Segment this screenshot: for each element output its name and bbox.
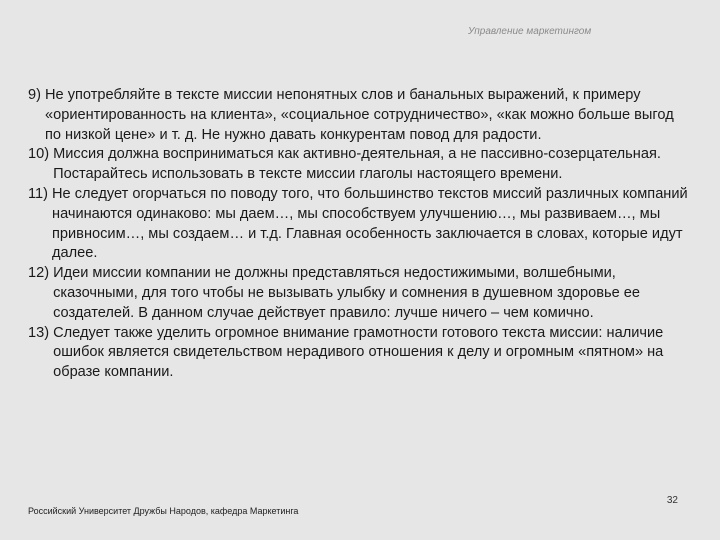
list-item xyxy=(28,86,690,145)
list-item xyxy=(28,264,690,323)
list-item-number: 13) xyxy=(28,324,50,341)
list-item-text: Не употребляйте в тексте миссии непонятных слов и банальных выражений, к примеру «ориентированность на клиента», «социальное сотрудничество», «как можно больше выгод по низкой цене» и т. д. Не нужно давать конкурентам повод для радости. xyxy=(44,87,674,143)
mission-rules-list xyxy=(28,86,690,383)
list-item-number: 12) xyxy=(28,265,50,282)
list-item-text: Следует также уделить огромное внимание грамотности готового текста миссии: наличие ошибок является свидетельством нерадивого отношения к делу и огромным «пятном» на образе компании. xyxy=(53,324,664,381)
slide-header-title: Управление маркетингом xyxy=(468,26,592,37)
list-item xyxy=(28,185,690,264)
list-item-text: Идеи миссии компании не должны представляться недостижимыми, волшебными, сказочными, для того чтобы не вызывать улыбку и сомнения в душевном здоровье ее создателей. В данном случае действует правило: лучше ничего – чем комично. xyxy=(53,265,640,321)
list-item xyxy=(28,145,690,185)
footer-text: Российский Университет Дружбы Народов, кафедра Маркетинга xyxy=(28,506,299,516)
page-number: 32 xyxy=(666,495,678,506)
list-item-number: 11) xyxy=(28,185,49,202)
list-item-text: Не следует огорчаться по поводу того, что большинство текстов миссий различных компаний начинаются одинаково: мы даем…, мы способствуем улучшению…, мы развиваем…, мы привносим…, мы создаем… и т.д. Главная особенность заключается в словах, которые идут далее. xyxy=(52,185,688,262)
list-item xyxy=(28,324,690,383)
list-item-number: 10) xyxy=(28,146,50,163)
list-item-number: 9) xyxy=(28,87,41,103)
list-item-text: Миссия должна восприниматься как активно-деятельная, а не пассивно-созерцательная. Постарайтесь использовать в тексте миссии глаголы настоящего времени. xyxy=(53,146,661,183)
